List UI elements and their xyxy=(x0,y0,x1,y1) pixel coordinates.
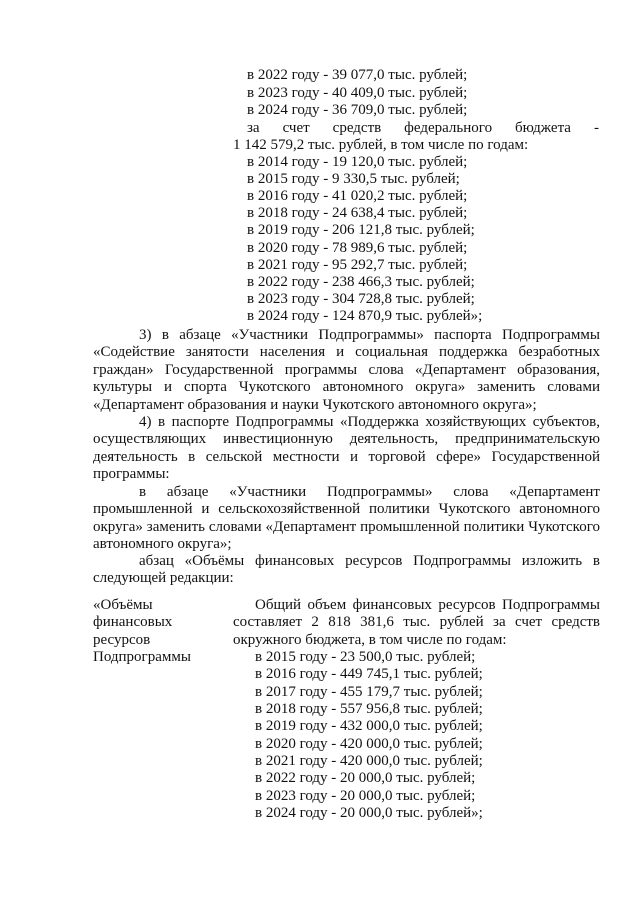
paragraph-6 xyxy=(93,553,600,588)
list-item: в 2020 году - 420 000,0 тыс. рублей; xyxy=(255,736,483,752)
paragraph-line: составляет 2 818 381,6 тыс. рублей за счет средств xyxy=(233,614,600,631)
list-item: в 2020 году - 78 989,6 тыс. рублей; xyxy=(247,240,468,256)
table-left-line: Подпрограммы xyxy=(93,649,191,666)
word: за xyxy=(247,120,260,136)
list-item: в 2024 году - 124 870,9 тыс. рублей»; xyxy=(247,308,483,324)
paragraph-3 xyxy=(93,327,600,414)
list-item: в 2022 году - 20 000,0 тыс. рублей; xyxy=(255,770,476,786)
paragraph-line: окружного бюджета, в том числе по годам: xyxy=(233,631,507,648)
list-item: в 2022 году - 238 466,3 тыс. рублей; xyxy=(247,274,475,290)
list-item: в 2017 году - 455 179,7 тыс. рублей; xyxy=(255,684,483,700)
list-item: в 2024 году - 20 000,0 тыс. рублей»; xyxy=(255,805,483,821)
table-right-intro xyxy=(233,597,600,649)
word: - xyxy=(593,120,599,136)
paragraph-line: культуры и спорта Чукотского автономного округа» заменить словами xyxy=(93,379,600,396)
paragraph-line: «Департамент образования и науки Чукотского автономного округа»; xyxy=(93,396,537,413)
word: бюджета xyxy=(515,120,571,136)
list-item: в 2018 году - 557 956,8 тыс. рублей; xyxy=(255,701,483,717)
paragraph-5 xyxy=(93,484,600,554)
list-item: в 2015 году - 9 330,5 тыс. рублей; xyxy=(247,171,460,187)
list-item: в 2023 году - 304 728,8 тыс. рублей; xyxy=(247,291,475,307)
list-item: в 2023 году - 20 000,0 тыс. рублей; xyxy=(255,788,476,804)
federal-heading-line xyxy=(247,120,599,137)
word: средств xyxy=(332,120,382,136)
table-left-line: ресурсов xyxy=(93,631,151,648)
list-item: в 2021 году - 420 000,0 тыс. рублей; xyxy=(255,753,483,769)
list-item: в 2016 году - 41 020,2 тыс. рублей; xyxy=(247,188,468,204)
paragraph-line: автономного округа»; xyxy=(93,536,232,553)
list-item: в 2023 году - 40 409,0 тыс. рублей; xyxy=(247,85,468,101)
paragraph-line: в абзаце «Участники Подпрограммы» слова «Департамент xyxy=(139,484,600,500)
paragraph-line: следующей редакции: xyxy=(93,570,234,587)
federal-total: 1 142 579,2 тыс. рублей, в том числе по годам: xyxy=(233,137,529,153)
list-item: в 2024 году - 36 709,0 тыс. рублей; xyxy=(247,102,468,118)
paragraph-line: программы: xyxy=(93,466,170,483)
list-item: в 2019 году - 206 121,8 тыс. рублей; xyxy=(247,222,475,238)
paragraph-line: абзац «Объёмы финансовых ресурсов Подпрограммы изложить в xyxy=(139,553,600,569)
list-item: в 2014 году - 19 120,0 тыс. рублей; xyxy=(247,154,468,170)
paragraph-line: осуществляющих инвестиционную деятельность, предпринимательскую xyxy=(93,431,600,448)
paragraph-line: 3) в абзаце «Участники Подпрограммы» паспорта Подпрограммы xyxy=(139,327,600,343)
list-item: в 2016 году - 449 745,1 тыс. рублей; xyxy=(255,666,483,682)
word: федерального xyxy=(404,120,493,136)
table-left-cell xyxy=(93,597,191,667)
paragraph-4 xyxy=(93,414,600,484)
list-item: в 2018 году - 24 638,4 тыс. рублей; xyxy=(247,205,468,221)
list-item: в 2015 году - 23 500,0 тыс. рублей; xyxy=(255,649,476,665)
list-item: в 2019 году - 432 000,0 тыс. рублей; xyxy=(255,718,483,734)
table-left-line: финансовых xyxy=(93,614,173,631)
list-item: в 2022 году - 39 077,0 тыс. рублей; xyxy=(247,67,468,83)
paragraph-line: промышленной и сельскохозяйственной политики Чукотского автономного xyxy=(93,501,600,518)
paragraph-line: деятельность в сельской местности и торговой сфере» Государственной xyxy=(93,448,600,465)
paragraph-line: 4) в паспорте Подпрограммы «Поддержка хозяйствующих субъектов, xyxy=(139,414,600,430)
word: счет xyxy=(282,120,310,136)
paragraph-line: «Содействие занятости населения и социальная поддержка безработных xyxy=(93,344,600,361)
paragraph-line: округа» заменить словами «Департамент промышленной политики Чукотского xyxy=(93,518,600,535)
paragraph-line: Общий объем финансовых ресурсов Подпрограммы xyxy=(255,597,600,613)
table-left-line: «Объёмы xyxy=(93,597,153,613)
list-item: в 2021 году - 95 292,7 тыс. рублей; xyxy=(247,257,468,273)
paragraph-line: граждан» Государственной программы слова «Департамент образования, xyxy=(93,361,600,378)
